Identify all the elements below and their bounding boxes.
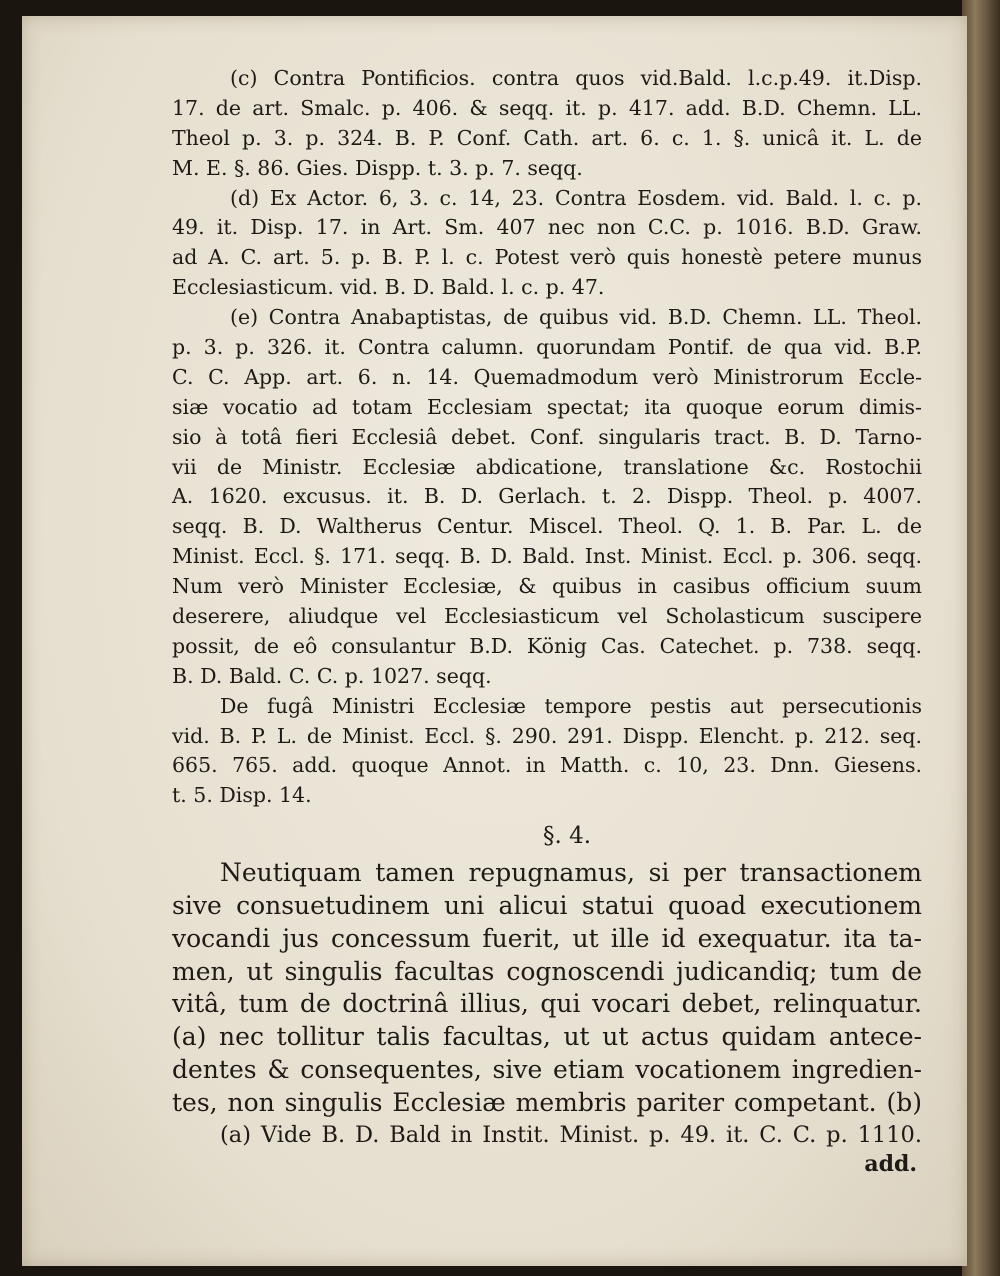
footnote-line: (a) Vide B. D. Bald in Instit. Minist. p. 49. it. C. C. p. 1110. [220, 1121, 922, 1148]
body-line: vocandi jus concessum fuerit, ut ille id exequatur. ita ta- [172, 923, 922, 953]
body-line: men, ut singulis facultas cognoscendi judicandiq; tum de [172, 956, 922, 986]
note-line: Num verò Minister Ecclesiæ, & quibus in casibus officium suum [172, 574, 922, 599]
note-line: p. 3. p. 326. it. Contra calumn. quorundam Pontif. de qua vid. B.P. [172, 335, 922, 360]
note-line: Ecclesiasticum. vid. B. D. Bald. l. c. p. 47. [172, 275, 605, 300]
book-page [22, 16, 967, 1266]
section-heading: §. 4. [542, 823, 592, 850]
note-line: Theol p. 3. p. 324. B. P. Conf. Cath. art. 6. c. 1. §. unicâ it. L. de [172, 125, 922, 150]
body-line: tes, non singulis Ecclesiæ membris pariter competant. (b) [172, 1087, 922, 1117]
note-line: vii de Ministr. Ecclesiæ abdicatione, translatione &c. Rostochii [172, 454, 922, 479]
note-line: De fugâ Ministri Ecclesiæ tempore pestis aut persecutionis [220, 693, 922, 718]
note-line: 49. it. Disp. 17. in Art. Sm. 407 nec non C.C. p. 1016. B.D. Graw. [172, 215, 922, 240]
page-text [172, 64, 922, 1150]
scan-background-edge [962, 0, 1000, 1276]
note-line: C. C. App. art. 6. n. 14. Quemadmodum verò Ministrorum Eccle- [172, 364, 922, 389]
note-line: siæ vocatio ad totam Ecclesiam spectat; ita quoque eorum dimis- [172, 394, 922, 419]
footnote-block [172, 64, 922, 811]
note-line: seqq. B. D. Waltherus Centur. Miscel. Theol. Q. 1. B. Par. L. de [172, 514, 922, 539]
body-line: sive consuetudinem uni alicui statui quoad executionem [172, 891, 922, 921]
note-line: (e) Contra Anabaptistas, de quibus vid. B.D. Chemn. LL. Theol. [230, 305, 922, 330]
note-line: possit, de eô consulantur B.D. König Cas. Catechet. p. 738. seqq. [172, 633, 922, 658]
note-line: M. E. §. 86. Gies. Dispp. t. 3. p. 7. seqq. [172, 155, 583, 180]
body-line: Neutiquam tamen repugnamus, si per transactionem [220, 858, 922, 888]
note-line: deserere, aliudque vel Ecclesiasticum vel Scholasticum suscipere [172, 604, 922, 629]
note-line: vid. B. P. L. de Minist. Eccl. §. 290. 291. Dispp. Elencht. p. 212. seq. [172, 723, 922, 748]
note-line: 17. de art. Smalc. p. 406. & seqq. it. p. 417. add. B.D. Chemn. LL. [172, 95, 922, 120]
note-line: (d) Ex Actor. 6, 3. c. 14, 23. Contra Eosdem. vid. Bald. l. c. p. [230, 185, 922, 210]
note-line: ad A. C. art. 5. p. B. P. l. c. Potest verò quis honestè petere munus [172, 245, 922, 270]
note-line: B. D. Bald. C. C. p. 1027. seqq. [172, 663, 492, 688]
note-line: Minist. Eccl. §. 171. seqq. B. D. Bald. Inst. Minist. Eccl. p. 306. seqq. [172, 544, 922, 569]
body-line: (a) nec tollitur talis facultas, ut ut actus quidam antece- [172, 1022, 922, 1052]
note-line: sio à totâ fieri Ecclesiâ debet. Conf. singularis tract. B. D. Tarno- [172, 424, 922, 449]
body-line: vitâ, tum de doctrinâ illius, qui vocari debet, relinquatur. [172, 989, 922, 1019]
note-line: A. 1620. excusus. it. B. D. Gerlach. t. 2. Dispp. Theol. p. 4007. [172, 484, 922, 509]
note-line: t. 5. Disp. 14. [172, 783, 312, 808]
footnote-start [172, 1120, 922, 1150]
note-line: 665. 765. add. quoque Annot. in Matth. c. 10, 23. Dnn. Giesens. [172, 753, 922, 778]
note-line: (c) Contra Pontificios. contra quos vid.Bald. l.c.p.49. it.Disp. [230, 66, 922, 90]
catchword: add. [864, 1151, 917, 1177]
paragraph-section-4 [172, 857, 922, 1119]
body-line: dentes & consequentes, sive etiam vocationem ingredien- [172, 1055, 922, 1085]
